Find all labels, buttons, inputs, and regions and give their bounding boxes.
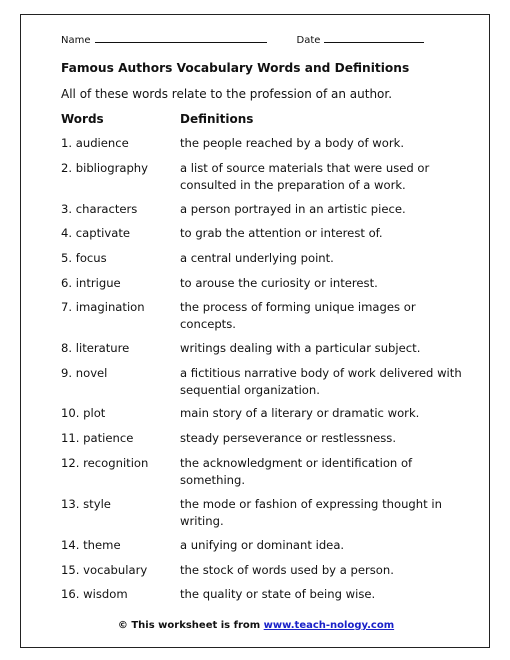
- worksheet-page: [20, 14, 490, 648]
- date-field[interactable]: [324, 33, 424, 43]
- vocab-definition: the stock of words used by a person.: [180, 563, 394, 577]
- vocab-word: 13. style: [61, 497, 111, 511]
- vocab-word: 16. wisdom: [61, 587, 128, 601]
- vocab-definition: a central underlying point.: [180, 251, 334, 265]
- vocab-definition: main story of a literary or dramatic work.: [180, 406, 420, 420]
- vocab-word: 11. patience: [61, 431, 134, 445]
- vocab-definition: to grab the attention or interest of.: [180, 226, 383, 240]
- name-date-line: [61, 33, 424, 46]
- vocab-word: 6. intrigue: [61, 276, 121, 290]
- vocab-definition: the people reached by a body of work.: [180, 136, 405, 150]
- intro-text: All of these words relate to the profession of an author.: [61, 87, 393, 101]
- vocab-word: 2. bibliography: [61, 161, 149, 175]
- vocab-word: 5. focus: [61, 251, 107, 265]
- worksheet-title: Famous Authors Vocabulary Words and Definitions: [61, 61, 410, 75]
- vocab-word: 7. imagination: [61, 300, 145, 314]
- vocab-definition: a person portrayed in an artistic piece.: [180, 202, 406, 216]
- teach-nology-link[interactable]: www.teach-nology.com: [263, 620, 395, 631]
- vocab-word: 1. audience: [61, 136, 129, 150]
- definitions-column-header: Definitions: [180, 112, 254, 126]
- vocab-definition: the quality or state of being wise.: [180, 587, 376, 601]
- vocab-word: 12. recognition: [61, 456, 149, 470]
- vocab-word: 3. characters: [61, 202, 138, 216]
- vocab-word: 9. novel: [61, 366, 108, 380]
- vocab-definition: a list of source materials that were used or consulted in the preparation of a work.: [180, 161, 430, 192]
- vocab-definition: the process of forming unique images or concepts.: [180, 300, 416, 331]
- vocab-definition: a fictitious narrative body of work delivered with sequential organization.: [180, 366, 462, 397]
- vocab-word: 15. vocabulary: [61, 563, 148, 577]
- vocab-definition: a unifying or dominant idea.: [180, 538, 345, 552]
- copyright-text: © This worksheet is from: [117, 620, 264, 631]
- name-field[interactable]: [95, 33, 267, 43]
- date-label: Date: [296, 35, 321, 46]
- vocab-word: 4. captivate: [61, 226, 130, 240]
- vocab-definition: the acknowledgment or identification of something.: [180, 456, 413, 487]
- vocab-definition: the mode or fashion of expressing thought in writing.: [180, 497, 442, 528]
- vocab-word: 10. plot: [61, 406, 106, 420]
- vocab-word: 14. theme: [61, 538, 121, 552]
- vocab-definition: steady perseverance or restlessness.: [180, 431, 397, 445]
- vocab-definition: to arouse the curiosity or interest.: [180, 276, 378, 290]
- vocab-word: 8. literature: [61, 341, 130, 355]
- copyright-footer: [21, 620, 491, 631]
- words-column-header: Words: [61, 112, 104, 126]
- vocab-definition: writings dealing with a particular subject.: [180, 341, 421, 355]
- name-label: Name: [61, 35, 91, 46]
